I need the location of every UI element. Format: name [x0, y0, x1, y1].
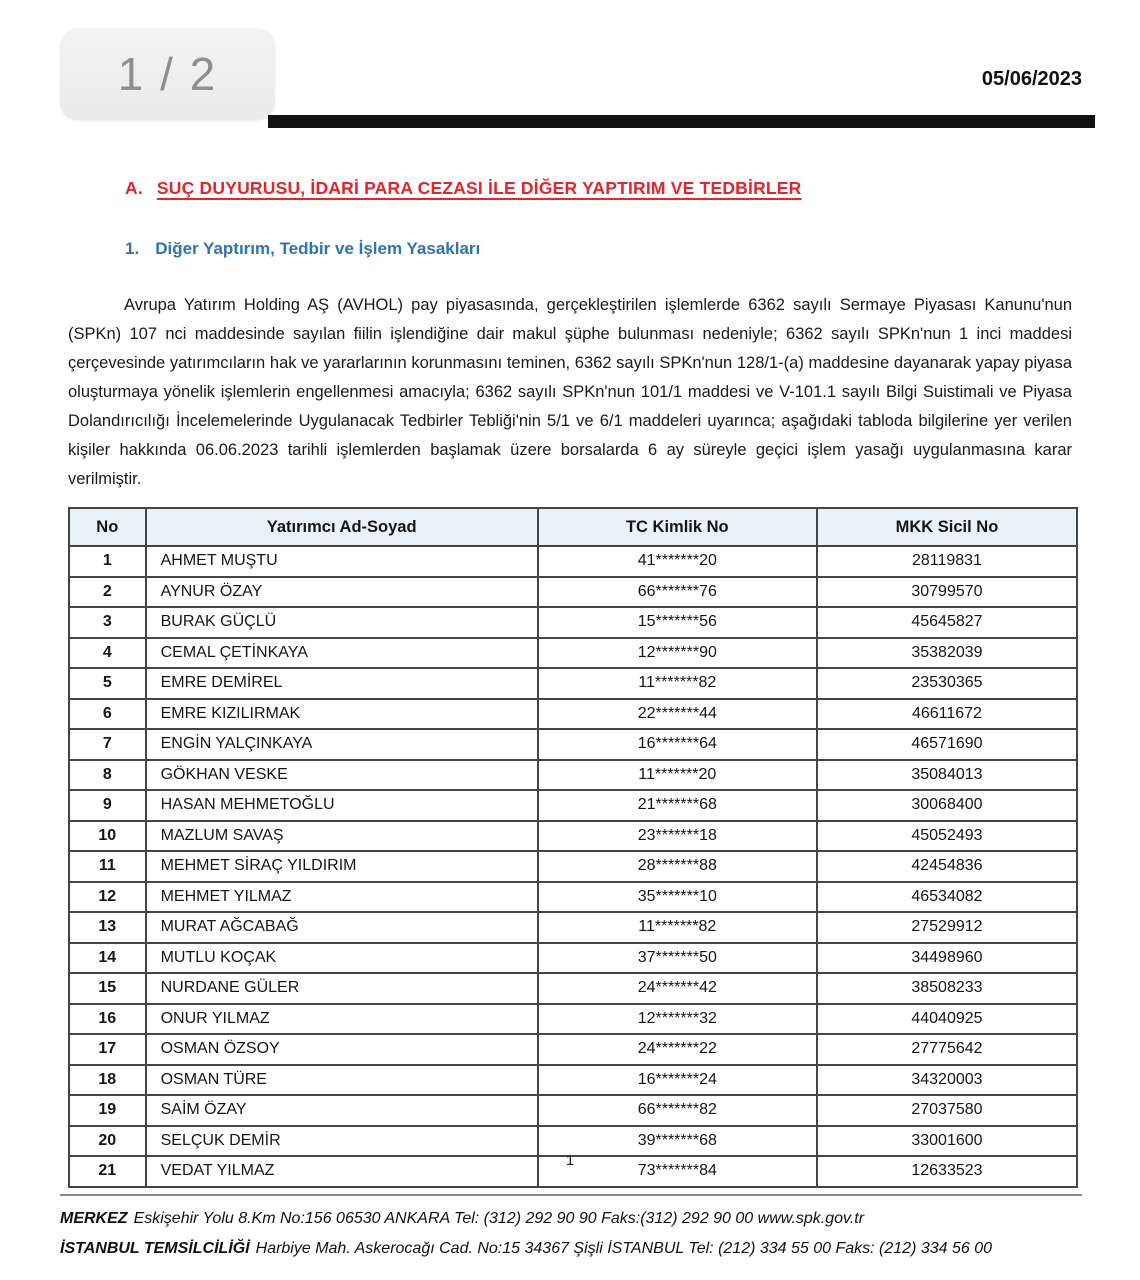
tc-kimlik-no: 39*******68: [538, 1126, 817, 1157]
tc-kimlik-no: 16*******64: [538, 729, 817, 760]
merkez-address: Eskişehir Yolu 8.Km No:156 06530 ANKARA Tel: (312) 292 90 90 Faks:(312) 292 90 00 www.spk.gov.tr: [133, 1210, 865, 1227]
row-no: 10: [69, 821, 146, 852]
page-count-badge: [60, 28, 275, 120]
tc-kimlik-no: 16*******24: [538, 1065, 817, 1096]
merkez-label: MERKEZ: [60, 1210, 128, 1227]
table-row: [69, 1095, 1077, 1126]
page-count-label: 1 / 2: [117, 48, 218, 100]
tc-kimlik-no: 22*******44: [538, 699, 817, 730]
investor-name: EMRE DEMİREL: [146, 668, 538, 699]
table-row: [69, 973, 1077, 1004]
col-header-name: Yatırımcı Ad-Soyad: [146, 508, 538, 546]
investor-name: MEHMET SİRAÇ YILDIRIM: [146, 851, 538, 882]
investor-name: BURAK GÜÇLÜ: [146, 607, 538, 638]
col-header-tc: TC Kimlik No: [538, 508, 817, 546]
section-title: SUÇ DUYURUSU, İDARİ PARA CEZASI İLE DİĞER YAPTIRIM VE TEDBİRLER: [156, 178, 802, 198]
investor-name: OSMAN ÖZSOY: [146, 1034, 538, 1065]
mkk-sicil-no: 27775642: [817, 1034, 1077, 1065]
table-row: [69, 851, 1077, 882]
table-row: [69, 1065, 1077, 1096]
header-row: [69, 508, 1077, 546]
investor-name: CEMAL ÇETİNKAYA: [146, 638, 538, 669]
table-row: [69, 912, 1077, 943]
mkk-sicil-no: 45645827: [817, 607, 1077, 638]
row-no: 6: [69, 699, 146, 730]
row-no: 13: [69, 912, 146, 943]
row-no: 21: [69, 1156, 146, 1187]
investor-name: VEDAT YILMAZ: [146, 1156, 538, 1187]
investor-name: EMRE KIZILIRMAK: [146, 699, 538, 730]
table-row: [69, 607, 1077, 638]
row-no: 16: [69, 1004, 146, 1035]
footer-line-istanbul: [60, 1234, 1082, 1264]
row-no: 19: [69, 1095, 146, 1126]
table-row: [69, 882, 1077, 913]
decision-paragraph: Avrupa Yatırım Holding AŞ (AVHOL) pay piyasasında, gerçekleştirilen işlemlerde 6362 sayılı Sermaye Piyasası Kanunu'nun (SPKn) 107 nci maddesinde sayılan fiilin işlendiğine dair makul şüphe bulunması nedeniyle; 6362 sayılı SPKn'nun 1 inci maddesi çerçevesinde yatırımcıların hak ve yararlarının korunmasını teminen, 6362 sayılı SPKn'nun 128/1-(a) maddesine dayanarak yapay piyasa oluşturmaya yönelik işlemlerin engellenmesi amacıyla; 6362 sayılı SPKn'nun 101/1 maddesi ve V-101.1 sayılı Bilgi Suistimali ve Piyasa Dolandırıcılığı İncelemelerinde Uygulanacak Tedbirler Tebliği'nin 5/1 ve 6/1 maddeleri uyarınca; aşağıdaki tabloda bilgilerine yer verilen kişiler hakkında 06.06.2023 tarihli işlemlerden başlamak üzere borsalarda 6 ay süreyle geçici işlem yasağı uygulanmasına karar verilmiştir.: [68, 296, 1072, 488]
table-row: [69, 790, 1077, 821]
document-date: 05/06/2023: [981, 68, 1082, 90]
tc-kimlik-no: 12*******32: [538, 1004, 817, 1035]
tc-kimlik-no: 11*******20: [538, 760, 817, 791]
tc-kimlik-no: 73*******84: [538, 1156, 817, 1187]
document-content: [60, 178, 1080, 1188]
row-no: 15: [69, 973, 146, 1004]
investor-name: ENGİN YALÇINKAYA: [146, 729, 538, 760]
mkk-sicil-no: 34320003: [817, 1065, 1077, 1096]
tc-kimlik-no: 12*******90: [538, 638, 817, 669]
table-row: [69, 638, 1077, 669]
tc-kimlik-no: 37*******50: [538, 943, 817, 974]
istanbul-address: Harbiye Mah. Askerocağı Cad. No:15 34367 Şişli İSTANBUL Tel: (212) 334 55 00 Faks: (212) 334 56 00: [255, 1240, 993, 1257]
mkk-sicil-no: 30799570: [817, 577, 1077, 608]
subsection-title: Diğer Yaptırım, Tedbir ve İşlem Yasakları: [155, 239, 481, 258]
tc-kimlik-no: 66*******82: [538, 1095, 817, 1126]
row-no: 14: [69, 943, 146, 974]
tc-kimlik-no: 28*******88: [538, 851, 817, 882]
row-no: 1: [69, 546, 146, 577]
tc-kimlik-no: 11*******82: [538, 668, 817, 699]
mkk-sicil-no: 46611672: [817, 699, 1077, 730]
mkk-sicil-no: 27529912: [817, 912, 1077, 943]
investor-name: MEHMET YILMAZ: [146, 882, 538, 913]
mkk-sicil-no: 46571690: [817, 729, 1077, 760]
investor-name: ONUR YILMAZ: [146, 1004, 538, 1035]
subsection-number: 1.: [125, 239, 140, 258]
footer: [60, 1194, 1082, 1264]
investor-name: HASAN MEHMETOĞLU: [146, 790, 538, 821]
mkk-sicil-no: 30068400: [817, 790, 1077, 821]
row-no: 17: [69, 1034, 146, 1065]
table-row: [69, 546, 1077, 577]
investor-name: MURAT AĞCABAĞ: [146, 912, 538, 943]
tc-kimlik-no: 41*******20: [538, 546, 817, 577]
row-no: 11: [69, 851, 146, 882]
row-no: 9: [69, 790, 146, 821]
mkk-sicil-no: 35084013: [817, 760, 1077, 791]
tc-kimlik-no: 35*******10: [538, 882, 817, 913]
mkk-sicil-no: 44040925: [817, 1004, 1077, 1035]
row-no: 5: [69, 668, 146, 699]
row-no: 18: [69, 1065, 146, 1096]
tc-kimlik-no: 15*******56: [538, 607, 817, 638]
tc-kimlik-no: 24*******42: [538, 973, 817, 1004]
header-divider-bar: [268, 115, 1095, 128]
table-row: [69, 729, 1077, 760]
table-row: [69, 1034, 1077, 1065]
row-no: 3: [69, 607, 146, 638]
mkk-sicil-no: 35382039: [817, 638, 1077, 669]
mkk-sicil-no: 45052493: [817, 821, 1077, 852]
row-no: 8: [69, 760, 146, 791]
table-row: [69, 699, 1077, 730]
row-no: 7: [69, 729, 146, 760]
col-header-mkk: MKK Sicil No: [817, 508, 1077, 546]
table-row: [69, 1004, 1077, 1035]
investor-name: AHMET MUŞTU: [146, 546, 538, 577]
istanbul-label: İSTANBUL TEMSİLCİLİĞİ: [60, 1240, 250, 1257]
mkk-sicil-no: 27037580: [817, 1095, 1077, 1126]
investor-name: SELÇUK DEMİR: [146, 1126, 538, 1157]
table-row: [69, 668, 1077, 699]
tc-kimlik-no: 11*******82: [538, 912, 817, 943]
tc-kimlik-no: 23*******18: [538, 821, 817, 852]
investor-name: MAZLUM SAVAŞ: [146, 821, 538, 852]
mkk-sicil-no: 12633523: [817, 1156, 1077, 1187]
tc-kimlik-no: 24*******22: [538, 1034, 817, 1065]
investors-table: [68, 507, 1078, 1188]
table-row: [69, 760, 1077, 791]
subsection-heading: [125, 239, 1080, 259]
section-heading: [125, 178, 1080, 199]
mkk-sicil-no: 33001600: [817, 1126, 1077, 1157]
investor-name: SAİM ÖZAY: [146, 1095, 538, 1126]
row-no: 12: [69, 882, 146, 913]
mkk-sicil-no: 28119831: [817, 546, 1077, 577]
mkk-sicil-no: 23530365: [817, 668, 1077, 699]
investors-table-header: [69, 508, 1077, 546]
mkk-sicil-no: 46534082: [817, 882, 1077, 913]
table-row: [69, 821, 1077, 852]
tc-kimlik-no: 21*******68: [538, 790, 817, 821]
tc-kimlik-no: 66*******76: [538, 577, 817, 608]
investor-name: GÖKHAN VESKE: [146, 760, 538, 791]
row-no: 2: [69, 577, 146, 608]
investor-name: MUTLU KOÇAK: [146, 943, 538, 974]
section-letter: A.: [125, 178, 143, 198]
investor-name: OSMAN TÜRE: [146, 1065, 538, 1096]
row-no: 4: [69, 638, 146, 669]
investors-table-body: [69, 546, 1077, 1187]
col-header-no: No: [69, 508, 146, 546]
table-row: [69, 577, 1077, 608]
investor-name: AYNUR ÖZAY: [146, 577, 538, 608]
footer-line-merkez: [60, 1204, 1082, 1234]
mkk-sicil-no: 38508233: [817, 973, 1077, 1004]
row-no: 20: [69, 1126, 146, 1157]
table-row: [69, 943, 1077, 974]
footer-page-number: 1: [565, 1152, 575, 1169]
investor-name: NURDANE GÜLER: [146, 973, 538, 1004]
mkk-sicil-no: 42454836: [817, 851, 1077, 882]
mkk-sicil-no: 34498960: [817, 943, 1077, 974]
